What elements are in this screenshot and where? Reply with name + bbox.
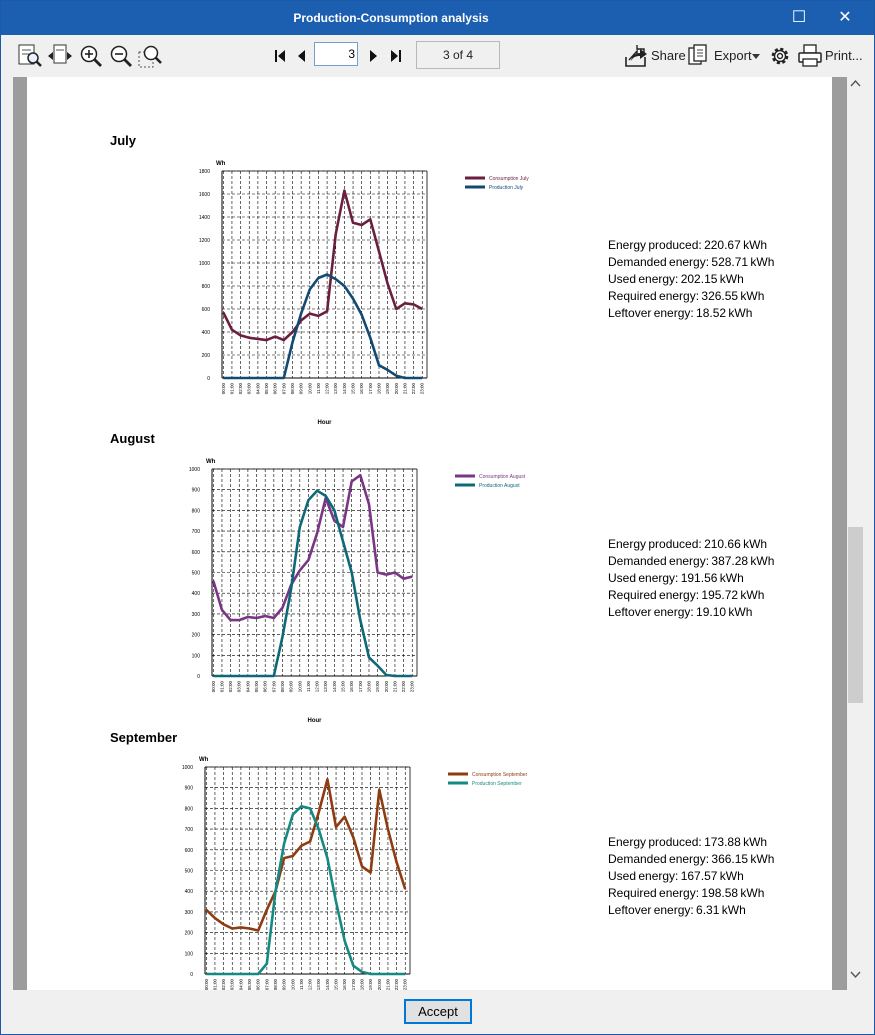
stat-energy-produced: Energy produced: 173.88 kWh: [608, 835, 768, 849]
x-tick-label: 12:00: [307, 979, 313, 991]
export-button-icon-wrap[interactable]: [686, 43, 712, 69]
x-tick-label: 06:00: [272, 383, 278, 395]
y-tick-label: 500: [191, 570, 200, 577]
x-tick-label: 13:00: [316, 979, 322, 991]
x-tick-label: 00:00: [203, 979, 209, 991]
x-tick-label: 09:00: [298, 383, 304, 395]
zoom-in-icon: [78, 43, 104, 69]
share-button-icon-wrap[interactable]: [623, 43, 649, 69]
scroll-down-icon[interactable]: [850, 969, 861, 979]
x-tick-label: 06:00: [255, 979, 261, 991]
stat-used-energy: Used energy: 202.15 kWh: [608, 272, 744, 286]
legend-label: Production August: [479, 483, 520, 489]
x-tick-label: 23:00: [419, 383, 425, 395]
y-tick-label: 500: [184, 868, 193, 875]
x-tick-label: 07:00: [281, 383, 287, 395]
x-tick-label: 20:00: [376, 979, 382, 991]
y-tick-label: 0: [190, 972, 193, 978]
zoom-select-icon: [138, 43, 164, 69]
x-tick-label: 20:00: [383, 681, 389, 693]
stat-demanded-energy: Demanded energy: 528.71 kWh: [608, 255, 775, 269]
y-axis-label: Wh: [216, 161, 226, 167]
y-tick-label: 400: [201, 330, 210, 336]
x-tick-label: 14:00: [331, 681, 337, 693]
chevron-down-icon: [751, 53, 761, 61]
y-tick-label: 700: [184, 827, 193, 834]
x-tick-label: 11:00: [298, 979, 304, 990]
y-tick-label: 600: [184, 847, 193, 854]
y-tick-label: 200: [191, 632, 200, 639]
x-tick-label: 12:00: [324, 383, 330, 395]
close-button[interactable]: [823, 1, 867, 35]
close-icon: ✕: [838, 9, 852, 26]
x-tick-label: 22:00: [411, 383, 417, 395]
y-tick-label: 1000: [188, 467, 200, 473]
july-chart: [177, 157, 597, 432]
x-tick-label: 07:00: [264, 979, 270, 991]
x-tick-label: 08:00: [279, 681, 285, 693]
x-tick-label: 19:00: [375, 681, 381, 693]
zoom-out-button[interactable]: [108, 43, 134, 69]
zoom-page-icon: [17, 43, 43, 69]
stat-used-energy: Used energy: 191.56 kWh: [608, 571, 744, 585]
x-tick-label: 18:00: [366, 681, 372, 693]
x-tick-label: 13:00: [333, 383, 339, 395]
y-tick-label: 700: [191, 529, 200, 536]
legend-label: Production July: [489, 185, 524, 191]
x-tick-label: 01:00: [219, 681, 225, 693]
series-line-consumption: [206, 779, 405, 930]
y-tick-label: 0: [207, 376, 210, 382]
series-line-consumption: [223, 191, 422, 341]
stat-energy-produced: Energy produced: 210.66 kWh: [608, 537, 768, 551]
y-axis-label: Wh: [199, 757, 209, 763]
page-number-input[interactable]: [314, 42, 358, 66]
x-tick-label: 12:00: [314, 681, 320, 693]
y-tick-label: 200: [184, 930, 193, 937]
fit-width-icon: [47, 43, 73, 69]
first-page-button[interactable]: [271, 47, 289, 65]
legend-label: Consumption September: [472, 772, 528, 778]
x-tick-label: 02:00: [221, 979, 227, 991]
x-tick-label: 16:00: [342, 979, 348, 991]
x-tick-label: 19:00: [368, 979, 374, 991]
x-tick-label: 16:00: [349, 681, 355, 693]
last-page-button[interactable]: [387, 47, 405, 65]
zoom-select-button[interactable]: [138, 43, 164, 69]
august-chart: [167, 455, 587, 730]
settings-icon: [767, 43, 793, 69]
y-tick-label: 800: [191, 508, 200, 515]
x-tick-label: 01:00: [212, 979, 218, 991]
x-tick-label: 23:00: [409, 681, 415, 693]
x-tick-label: 11:00: [315, 383, 321, 394]
x-tick-label: 07:00: [271, 681, 277, 693]
accept-button[interactable]: Accept: [404, 999, 472, 1024]
scroll-up-icon[interactable]: [850, 79, 861, 89]
x-tick-label: 21:00: [392, 681, 398, 693]
stat-demanded-energy: Demanded energy: 387.28 kWh: [608, 554, 775, 568]
stat-required-energy: Required energy: 198.58 kWh: [608, 886, 765, 900]
title-bar: [1, 1, 874, 35]
y-tick-label: 1200: [198, 238, 210, 244]
august-stats: [608, 536, 774, 621]
window-title: Production-Consumption analysis: [293, 11, 489, 25]
stat-energy-produced: Energy produced: 220.67 kWh: [608, 238, 768, 252]
september-chart: [160, 753, 580, 990]
legend-label: Production September: [472, 781, 522, 787]
x-tick-label: 02:00: [228, 681, 234, 693]
x-tick-label: 04:00: [245, 681, 251, 693]
section-title-august: August: [110, 431, 155, 446]
july-stats: [608, 237, 774, 322]
share-button[interactable]: Share: [651, 48, 686, 63]
fit-width-button[interactable]: [47, 43, 73, 69]
x-tick-label: 14:00: [324, 979, 330, 991]
x-tick-label: 13:00: [323, 681, 329, 693]
y-tick-label: 1800: [198, 169, 210, 175]
export-icon: [686, 43, 712, 69]
zoom-page-button[interactable]: [17, 43, 43, 69]
x-tick-label: 22:00: [401, 681, 407, 693]
next-page-icon: [364, 47, 382, 65]
prev-page-button[interactable]: [293, 47, 311, 65]
x-tick-label: 01:00: [229, 383, 235, 395]
series-line-production: [223, 275, 422, 379]
page-indicator: 3 of 4: [416, 41, 500, 69]
x-tick-label: 21:00: [402, 383, 408, 395]
x-tick-label: 10:00: [297, 681, 303, 693]
settings-button[interactable]: [767, 43, 793, 69]
legend-label: Consumption August: [479, 474, 526, 480]
x-tick-label: 08:00: [289, 383, 295, 395]
x-tick-label: 03:00: [229, 979, 235, 991]
x-tick-label: 05:00: [254, 681, 260, 693]
x-tick-label: 21:00: [385, 979, 391, 991]
stat-leftover-energy: Leftover energy: 18.52 kWh: [608, 306, 753, 320]
printer-icon: [797, 43, 823, 69]
x-tick-label: 00:00: [220, 383, 226, 395]
x-tick-label: 23:00: [402, 979, 408, 991]
maximize-icon: ☐: [791, 9, 807, 26]
x-tick-label: 15:00: [333, 979, 339, 991]
print-button-icon-wrap[interactable]: [797, 43, 823, 69]
stat-leftover-energy: Leftover energy: 6.31 kWh: [608, 903, 746, 917]
zoom-in-button[interactable]: [78, 43, 104, 69]
x-tick-label: 17:00: [357, 681, 363, 693]
x-tick-label: 14:00: [341, 383, 347, 395]
x-tick-label: 10:00: [307, 383, 313, 395]
y-tick-label: 1400: [198, 215, 210, 221]
vertical-scrollbar[interactable]: [847, 77, 864, 990]
x-tick-label: 05:00: [247, 979, 253, 991]
y-tick-label: 300: [191, 611, 200, 618]
y-tick-label: 600: [191, 549, 200, 556]
toolbar: [1, 35, 874, 77]
y-tick-label: 300: [184, 909, 193, 916]
x-tick-label: 17:00: [350, 979, 356, 991]
y-tick-label: 100: [184, 951, 193, 958]
x-tick-label: 09:00: [281, 979, 287, 991]
x-tick-label: 02:00: [238, 383, 244, 395]
september-stats: [608, 834, 774, 919]
y-tick-label: 1000: [198, 261, 210, 267]
y-tick-label: 1600: [198, 192, 210, 198]
y-tick-label: 900: [191, 487, 200, 494]
first-page-icon: [271, 47, 289, 65]
x-tick-label: 17:00: [367, 383, 373, 395]
dialog-footer: [1, 990, 874, 1034]
y-axis-label: Wh: [206, 459, 216, 465]
print-button[interactable]: Print...: [825, 48, 863, 63]
prev-page-icon: [293, 47, 311, 65]
x-tick-label: 11:00: [305, 681, 311, 692]
x-tick-label: 15:00: [350, 383, 356, 395]
stat-required-energy: Required energy: 195.72 kWh: [608, 588, 765, 602]
share-icon: [623, 43, 649, 69]
x-tick-label: 19:00: [385, 383, 391, 395]
section-title-july: July: [110, 133, 137, 148]
y-tick-label: 400: [184, 889, 193, 896]
x-tick-label: 09:00: [288, 681, 294, 693]
x-tick-label: 04:00: [238, 979, 244, 991]
stat-demanded-energy: Demanded energy: 366.15 kWh: [608, 852, 775, 866]
y-tick-label: 0: [197, 674, 200, 680]
series-line-production: [213, 491, 412, 676]
x-tick-label: 03:00: [246, 383, 252, 395]
y-tick-label: 800: [201, 284, 210, 290]
stat-required-energy: Required energy: 326.55 kWh: [608, 289, 765, 303]
export-button[interactable]: Export: [714, 48, 752, 63]
x-axis-label: Hour: [307, 718, 322, 724]
x-tick-label: 22:00: [394, 979, 400, 991]
stat-leftover-energy: Leftover energy: 19.10 kWh: [608, 605, 753, 619]
legend-label: Consumption July: [489, 176, 529, 182]
x-tick-label: 18:00: [376, 383, 382, 395]
x-tick-label: 04:00: [255, 383, 261, 395]
x-tick-label: 03:00: [236, 681, 242, 693]
x-tick-label: 05:00: [264, 383, 270, 395]
document-viewer[interactable]: [13, 77, 847, 990]
y-tick-label: 400: [191, 591, 200, 598]
last-page-icon: [387, 47, 405, 65]
x-tick-label: 18:00: [359, 979, 365, 991]
y-tick-label: 900: [184, 785, 193, 792]
stat-used-energy: Used energy: 167.57 kWh: [608, 869, 744, 883]
x-tick-label: 06:00: [262, 681, 268, 693]
maximize-button[interactable]: [777, 1, 821, 35]
x-tick-label: 15:00: [340, 681, 346, 693]
document-page: [27, 77, 832, 990]
next-page-button[interactable]: [364, 47, 382, 65]
y-tick-label: 100: [191, 653, 200, 660]
scrollbar-thumb[interactable]: [848, 527, 863, 703]
x-tick-label: 08:00: [272, 979, 278, 991]
y-tick-label: 1000: [181, 765, 193, 771]
x-tick-label: 16:00: [359, 383, 365, 395]
x-tick-label: 20:00: [393, 383, 399, 395]
y-tick-label: 800: [184, 806, 193, 813]
y-tick-label: 600: [201, 307, 210, 313]
section-title-september: September: [110, 730, 178, 745]
y-tick-label: 200: [201, 353, 210, 359]
x-axis-label: Hour: [317, 420, 332, 426]
x-tick-label: 10:00: [290, 979, 296, 991]
zoom-out-icon: [108, 43, 134, 69]
x-tick-label: 00:00: [210, 681, 216, 693]
